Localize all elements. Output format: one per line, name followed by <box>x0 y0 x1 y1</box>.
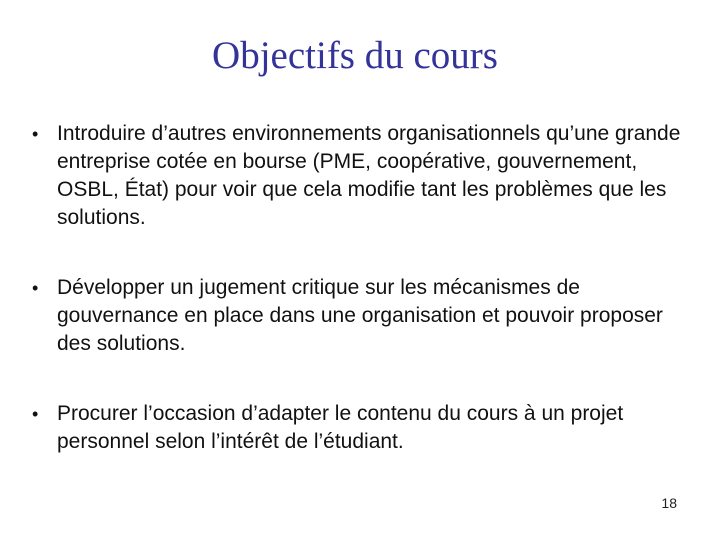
bullet-icon: • <box>32 404 39 424</box>
bullet-icon: • <box>32 124 39 144</box>
bullet-icon: • <box>32 278 39 298</box>
bullet-text: Procurer l’occasion d’adapter le contenu du cours à un projet personnel selon l’intérêt de l’étudiant. <box>57 402 624 453</box>
bullet-list <box>32 120 692 456</box>
page-number: 18 <box>661 495 677 511</box>
bullet-item <box>32 274 692 358</box>
bullet-item <box>32 400 692 456</box>
bullet-item <box>32 120 692 232</box>
slide-title: Objectifs du cours <box>212 34 498 77</box>
bullet-text: Introduire d’autres environnements organisationnels qu’une grande entreprise cotée en bourse (PME, coopérative, gouvernement, OSBL, État) pour voir que cela modifie tant les problèmes que les solutions. <box>57 122 681 229</box>
bullet-text: Développer un jugement critique sur les mécanismes de gouvernance en place dans une organisation et pouvoir proposer des solutions. <box>57 276 663 355</box>
